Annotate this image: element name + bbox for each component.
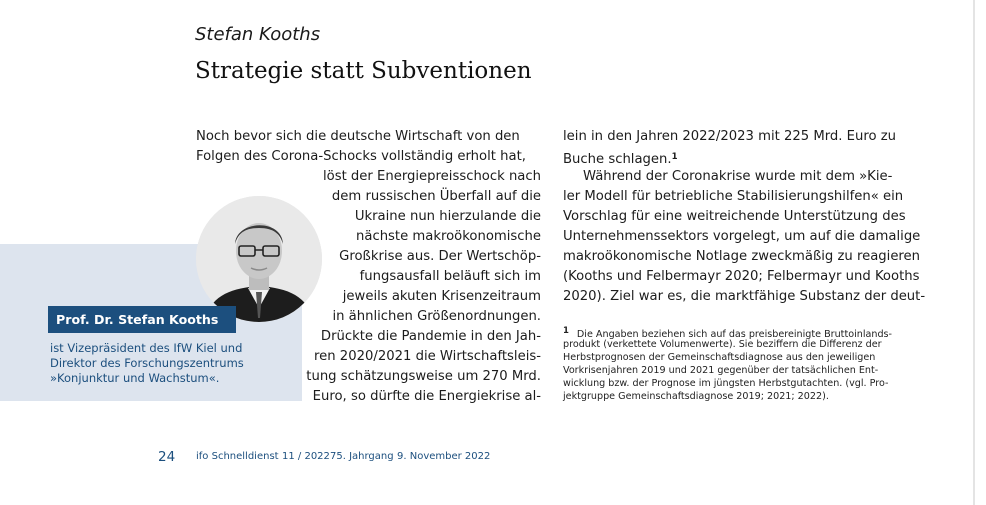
article-title: Strategie statt Subventionen [195,58,532,84]
article-author: Stefan Kooths [195,24,321,45]
body-line-text: Buche schlagen. [563,152,672,167]
body-line: nächste makroökonomische [356,229,541,244]
body-line: jeweils akuten Krisenzeitraum [342,289,541,304]
page-edge-rule [973,0,975,505]
body-line: löst der Energiepreisschock nach [322,169,541,184]
footnote-marker: 1 [671,152,678,162]
body-line: Drückte die Pandemie in den Jah- [320,329,541,344]
footnote-line: jektgruppe Gemeinschaftsdiagnose 2019; 2021; 2022). [563,391,829,402]
body-line: lein in den Jahren 2022/2023 mit 225 Mrd. Euro zu [563,129,897,144]
author-portrait [196,196,322,322]
body-line: makroökonomische Notlage zweckmäßig zu reagieren [563,249,921,264]
body-line: dem russischen Überfall auf die [331,189,541,204]
body-line: Folgen des Corona-Schocks vollständig erholt hat, [196,149,526,164]
body-line: 2020). Ziel war es, die marktfähige Substanz der deut- [563,289,926,304]
footer-publication: ifo Schnelldienst [196,451,279,462]
body-line: (Kooths und Felbermayr 2020; Felbermayr und Kooths [563,269,920,284]
body-line: ler Modell für betriebliche Stabilisierungshilfen« ein [563,189,904,204]
author-bio-line: Direktor des Forschungszentrums [50,356,244,370]
body-line: tung schätzungsweise um 270 Mrd. [306,369,541,384]
author-bio-line: ist Vizepräsident des IfW Kiel und [50,341,243,355]
footnote-line: wicklung bzw. der Prognose im jüngsten Herbstgutachten. (vgl. Pro- [563,378,889,389]
body-line: Großkrise aus. Der Wertschöp- [339,249,541,264]
footer-volume: 75. Jahrgang [330,451,394,462]
body-line: Ukraine nun hierzulande die [354,209,541,224]
body-line: Unternehmenssektors vorgelegt, um auf die damalige [563,229,921,244]
body-line: Während der Coronakrise wurde mit dem »Kie- [583,169,893,184]
author-name-label: Prof. Dr. Stefan Kooths [48,306,236,333]
footer-date: 9. November 2022 [397,451,491,462]
footnote-line: produkt (verkettete Volumenwerte). Sie beziffern die Differenz der [563,339,882,350]
body-line: ren 2020/2021 die Wirtschaftsleis- [314,349,541,364]
portrait-illustration [196,196,322,322]
body-line: Noch bevor sich die deutsche Wirtschaft von den [196,129,520,144]
footnote-line: Vorkrisenjahren 2019 und 2021 gegenüber der tatsächlichen Ent- [563,365,879,376]
author-bio-line: »Konjunktur und Wachstum«. [50,371,220,385]
body-line: fungsausfall beläuft sich im [359,269,541,284]
footer-issue: 11 / 2022 [282,451,330,462]
page-number: 24 [158,449,176,465]
footnote-number: 1 [563,326,569,336]
body-line: Vorschlag für eine weitreichende Unterstützung des [563,209,906,224]
body-line: Euro, so dürfte die Energiekrise al- [312,389,541,404]
footnote-text: Die Angaben beziehen sich auf das preisbereinigte Bruttoinlands- [576,329,892,340]
body-line: in ähnlichen Größenordnungen. [332,309,541,324]
footnote-line: Herbstprognosen der Gemeinschaftsdiagnose aus den jeweiligen [563,352,876,363]
